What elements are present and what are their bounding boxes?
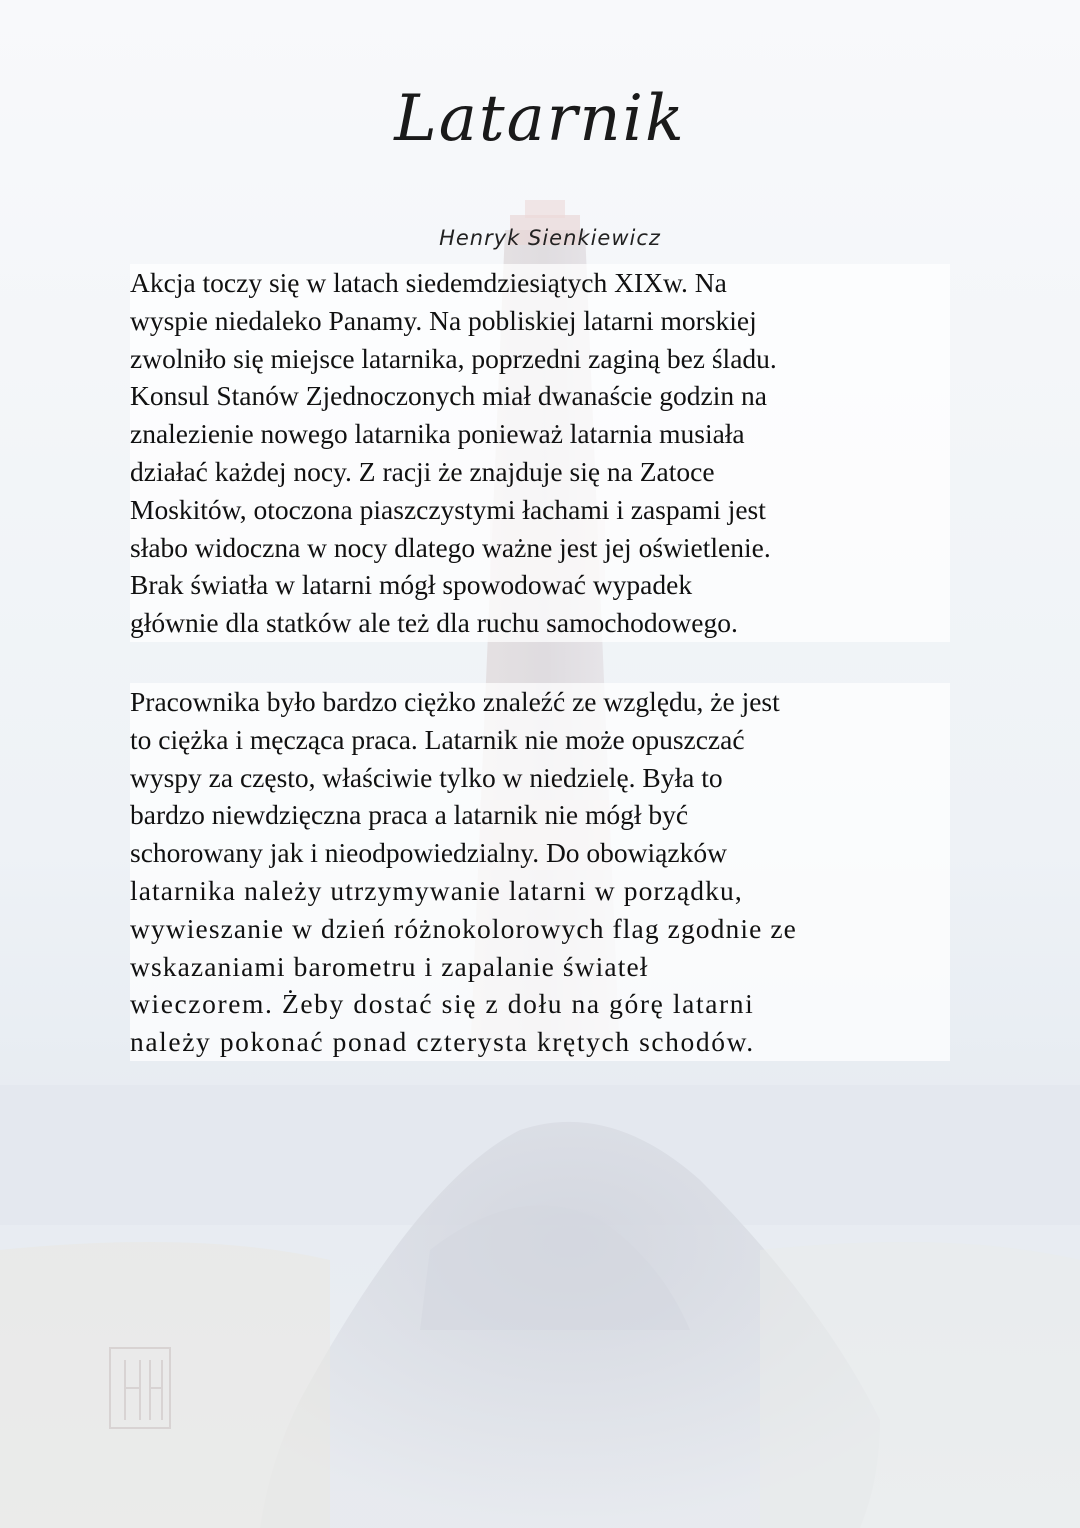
text-line: należy pokonać ponad czterysta krętych schodów.: [130, 1023, 950, 1061]
text-line: to ciężka i męcząca praca. Latarnik nie może opuszczać: [130, 721, 950, 759]
text-line: znalezienie nowego latarnika ponieważ latarnia musiała: [130, 415, 950, 453]
text-line: zwolniło się miejsce latarnika, poprzedni zaginą bez śladu.: [130, 340, 950, 378]
text-line: słabo widoczna w nocy dlatego ważne jest jej oświetlenie.: [130, 529, 950, 567]
text-line: bardzo niewdzięczna praca a latarnik nie mógł być: [130, 796, 950, 834]
document-title: Latarnik: [394, 82, 686, 156]
text-line: wskazaniami barometru i zapalanie świateł: [130, 948, 950, 986]
text-line: Pracownika było bardzo ciężko znaleźć ze względu, że jest: [130, 683, 950, 721]
text-line: Konsul Stanów Zjednoczonych miał dwanaście godzin na: [130, 377, 950, 415]
text-line: Akcja toczy się w latach siedemdziesiątych XIXw. Na: [130, 264, 950, 302]
paragraph-2: [130, 683, 950, 1061]
paragraph-1: [130, 264, 950, 642]
text-line: Brak światła w latarni mógł spowodować wypadek: [130, 566, 950, 604]
text-line: działać każdej nocy. Z racji że znajduje się na Zatoce: [130, 453, 950, 491]
text-line: głównie dla statków ale też dla ruchu samochodowego.: [130, 604, 950, 642]
text-line: wyspy za często, właściwie tylko w niedzielę. Była to: [130, 759, 950, 797]
text-line: latarnika należy utrzymywanie latarni w porządku,: [130, 872, 950, 910]
text-line: wywieszanie w dzień różnokolorowych flag zgodnie ze: [130, 910, 950, 948]
text-line: Moskitów, otoczona piaszczystymi łachami i zaspami jest: [130, 491, 950, 529]
text-line: schorowany jak i nieodpowiedzialny. Do obowiązków: [130, 834, 950, 872]
text-line: wyspie niedaleko Panamy. Na pobliskiej latarni morskiej: [130, 302, 950, 340]
document-author: Henryk Sienkiewicz: [439, 226, 661, 250]
text-line: wieczorem. Żeby dostać się z dołu na górę latarni: [130, 985, 950, 1023]
